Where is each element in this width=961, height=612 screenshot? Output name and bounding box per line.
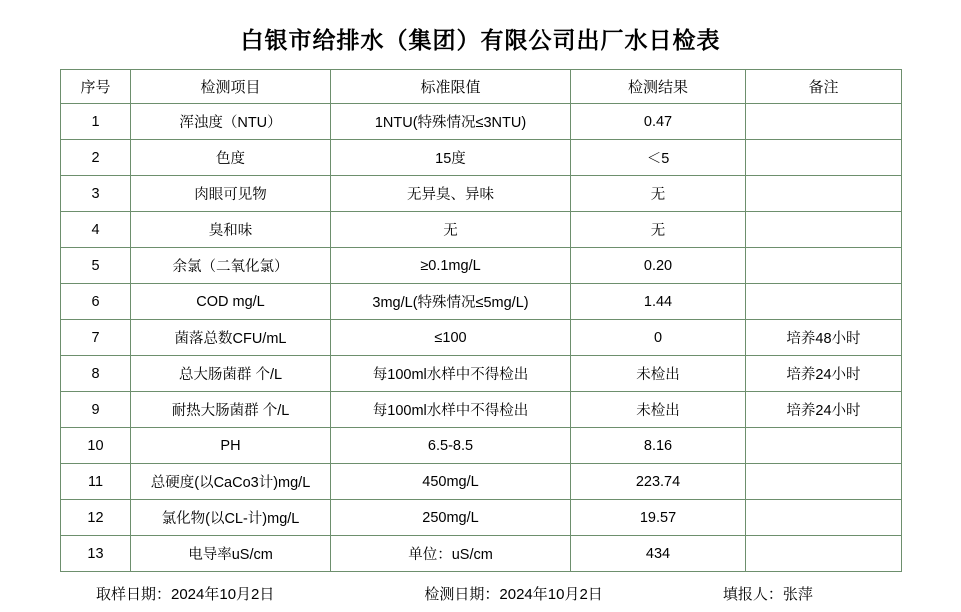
row-standard: 单位：uS/cm — [331, 536, 571, 572]
table-row — [61, 356, 902, 392]
row-standard: 250mg/L — [331, 500, 571, 536]
row-result: 1.44 — [571, 284, 746, 320]
table-header-row — [61, 70, 902, 104]
row-note — [746, 428, 902, 464]
filler-name: 填报人：张萍 — [722, 586, 813, 603]
row-no: 4 — [61, 212, 131, 248]
table-body — [61, 104, 902, 572]
row-no: 2 — [61, 140, 131, 176]
row-note: 培养48小时 — [746, 320, 902, 356]
row-no: 3 — [61, 176, 131, 212]
footer — [60, 572, 901, 604]
row-note — [746, 104, 902, 140]
row-note: 培养24小时 — [746, 392, 902, 428]
table-row — [61, 428, 902, 464]
row-result: 无 — [571, 176, 746, 212]
water-quality-table — [60, 69, 902, 572]
table-row — [61, 176, 902, 212]
column-header-item: 检测项目 — [131, 70, 331, 104]
row-standard: 1NTU(特殊情况≤3NTU) — [331, 104, 571, 140]
row-item: 总大肠菌群 个/L — [131, 356, 331, 392]
row-note — [746, 536, 902, 572]
row-item: 臭和味 — [131, 212, 331, 248]
row-item: COD mg/L — [131, 284, 331, 320]
table-row — [61, 284, 902, 320]
row-item: 氯化物(以CL-计)mg/L — [131, 500, 331, 536]
row-standard: 每100ml水样中不得检出 — [331, 392, 571, 428]
row-standard: 无 — [331, 212, 571, 248]
row-standard: 15度 — [331, 140, 571, 176]
row-result: 未检出 — [571, 392, 746, 428]
table-row — [61, 392, 902, 428]
row-result: 19.57 — [571, 500, 746, 536]
row-no: 6 — [61, 284, 131, 320]
row-result: 0 — [571, 320, 746, 356]
table-row — [61, 536, 902, 572]
row-item: 菌落总数CFU/mL — [131, 320, 331, 356]
sample-date: 取样日期：2024年10月2日 — [96, 586, 275, 603]
row-result: 0.20 — [571, 248, 746, 284]
row-note — [746, 464, 902, 500]
row-result: ＜5 — [571, 140, 746, 176]
row-no: 1 — [61, 104, 131, 140]
row-no: 12 — [61, 500, 131, 536]
row-item: 总硬度(以CaCo3计)mg/L — [131, 464, 331, 500]
table-row — [61, 248, 902, 284]
table-row — [61, 140, 902, 176]
row-note — [746, 176, 902, 212]
table-row — [61, 104, 902, 140]
row-no: 13 — [61, 536, 131, 572]
row-result: 8.16 — [571, 428, 746, 464]
row-no: 8 — [61, 356, 131, 392]
row-result: 223.74 — [571, 464, 746, 500]
row-standard: 3mg/L(特殊情况≤5mg/L) — [331, 284, 571, 320]
row-note — [746, 500, 902, 536]
row-note — [746, 140, 902, 176]
row-item: PH — [131, 428, 331, 464]
row-no: 7 — [61, 320, 131, 356]
row-note — [746, 248, 902, 284]
test-date: 检测日期：2024年10月2日 — [424, 586, 603, 603]
row-standard: 6.5-8.5 — [331, 428, 571, 464]
column-header-standard: 标准限值 — [331, 70, 571, 104]
row-standard: ≥0.1mg/L — [331, 248, 571, 284]
row-note — [746, 212, 902, 248]
column-header-no: 序号 — [61, 70, 131, 104]
table-container — [0, 69, 961, 572]
row-no: 9 — [61, 392, 131, 428]
row-item: 色度 — [131, 140, 331, 176]
row-item: 电导率uS/cm — [131, 536, 331, 572]
row-no: 10 — [61, 428, 131, 464]
footer-row — [60, 583, 901, 604]
row-standard: 无异臭、异味 — [331, 176, 571, 212]
table-row — [61, 212, 902, 248]
row-item: 耐热大肠菌群 个/L — [131, 392, 331, 428]
page-title: 白银市给排水（集团）有限公司出厂水日检表 — [240, 28, 721, 53]
row-note — [746, 284, 902, 320]
table-row — [61, 464, 902, 500]
row-result: 434 — [571, 536, 746, 572]
row-note: 培养24小时 — [746, 356, 902, 392]
row-no: 5 — [61, 248, 131, 284]
row-standard: 450mg/L — [331, 464, 571, 500]
table-header — [61, 70, 902, 104]
table-row — [61, 320, 902, 356]
row-result: 0.47 — [571, 104, 746, 140]
row-standard: 每100ml水样中不得检出 — [331, 356, 571, 392]
row-standard: ≤100 — [331, 320, 571, 356]
column-header-result: 检测结果 — [571, 70, 746, 104]
row-result: 未检出 — [571, 356, 746, 392]
table-row — [61, 500, 902, 536]
row-result: 无 — [571, 212, 746, 248]
row-item: 肉眼可见物 — [131, 176, 331, 212]
row-no: 11 — [61, 464, 131, 500]
column-header-note: 备注 — [746, 70, 902, 104]
row-item: 浑浊度（NTU） — [131, 104, 331, 140]
row-item: 余氯（二氧化氯） — [131, 248, 331, 284]
